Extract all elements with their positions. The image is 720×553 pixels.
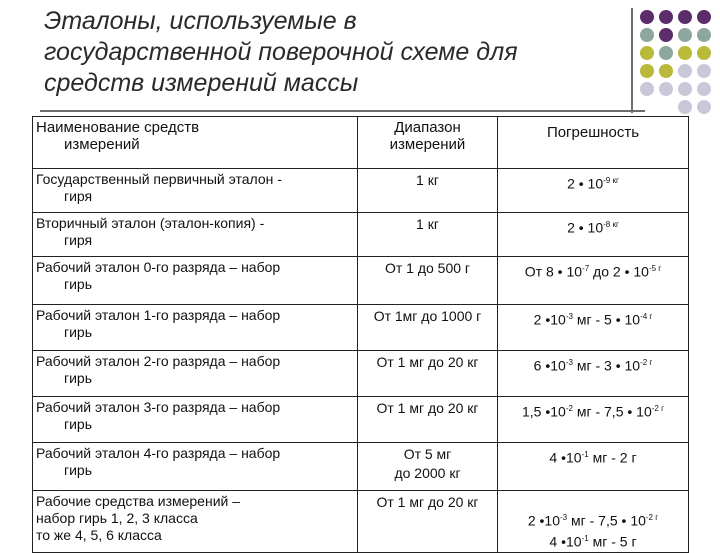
cell-name-line-2: гирь [64,370,93,386]
decor-dot [697,28,711,42]
error-value-part: 1,5 •10 [522,403,566,420]
error-exponent: -1 [581,450,589,459]
error-value-part: мг - 7,5 • 10 [572,403,652,420]
cell-name-line-2: гиря [64,232,93,248]
cell-name-line-2: гиря [64,188,93,204]
cell-range-line-2: до 2000 кг [394,465,461,481]
title-line-2: государственной поверочной схеме для [44,38,518,66]
header-name [33,117,358,169]
cell-name-line-1: Рабочий эталон 0-го разряда – набор [36,259,281,275]
cell-name [33,257,358,305]
error-exponent: -2 г [645,513,659,522]
decor-dot [640,64,654,78]
table-row [33,305,689,351]
cell-range [358,213,498,257]
table-row [33,213,689,257]
table-row [33,397,689,443]
cell-name [33,491,358,553]
cell-range [358,351,498,397]
cell-error [498,169,689,213]
decor-dot [678,82,692,96]
cell-name-line-2: набор гирь 1, 2, 3 класса [36,510,198,526]
error-exponent: -2 г [651,404,664,413]
error-exponent: -3 [559,513,568,522]
decor-vertical-line [631,8,633,113]
cell-name-line-2: гирь [64,324,93,340]
header-error [498,117,689,169]
table-row [33,491,689,553]
cell-range [358,443,498,491]
header-name-line-2: измерений [64,136,140,153]
header-name-line-1: Наименование средств [36,119,200,136]
cell-range [358,169,498,213]
decor-dot [697,64,711,78]
cell-name [33,169,358,213]
cell-name-line-2: гирь [64,276,93,292]
error-value-part: 4 •10 [549,449,582,466]
decor-dot [640,10,654,24]
cell-error [498,351,689,397]
cell-range-line-1: От 1мг до 1000 г [373,308,482,324]
decor-dot [640,46,654,60]
cell-range-line-1: От 1 мг до 20 кг [376,400,479,416]
error-exponent: -3 [565,358,573,367]
cell-range-line-1: От 1 мг до 20 кг [376,494,479,510]
error-value-part: От 8 • 10 [524,263,583,280]
cell-name-line-2: гирь [64,416,93,432]
cell-range [358,305,498,351]
table-row [33,257,689,305]
error-exponent: -2 г [640,358,653,367]
error-value-part: мг - 2 г [588,449,637,466]
error-value-part: мг - 3 • 10 [572,357,641,374]
decor-dot [697,10,711,24]
cell-name-line-2: гирь [64,462,93,478]
cell-range-line-1: 1 кг [416,216,439,232]
cell-error [498,443,689,491]
decor-dot [678,64,692,78]
cell-error [498,491,689,553]
error-exponent: -1 [581,533,589,543]
cell-range-line-1: От 1 до 500 г [384,260,471,276]
cell-error [498,257,689,305]
error-value-part: 2 •10 [533,311,566,328]
header-range-line-2: измерений [389,136,466,153]
decor-dot [697,100,711,114]
cell-name [33,351,358,397]
decor-dot [697,82,711,96]
decor-dot [678,28,692,42]
title-line-3: средств измерений массы [44,69,359,97]
standards-table [32,116,689,553]
cell-error [498,213,689,257]
error-value-part: мг - 5 г [588,533,637,550]
table-row [33,443,689,491]
error-value-part: до 2 • 10 [589,263,649,280]
error-exponent: -5 г [648,264,662,273]
decor-dot [659,28,673,42]
decor-dot [640,28,654,42]
cell-name-line-3: то же 4, 5, 6 класса [36,527,162,543]
table-body [33,169,689,553]
cell-name [33,213,358,257]
cell-name [33,305,358,351]
error-value-part: 4 •10 [549,533,582,550]
cell-name-line-1: Рабочий эталон 2-го разряда – набор [36,353,281,369]
error-exponent: -2 [565,404,573,413]
cell-name-line-1: Рабочий эталон 1-го разряда – набор [36,307,281,323]
decor-dot [659,46,673,60]
cell-name [33,443,358,491]
cell-name-line-1: Рабочие средства измерений – [36,493,241,509]
table-row [33,169,689,213]
error-value-part: 6 •10 [533,357,566,374]
header-range-line-1: Диапазон [394,119,461,136]
cell-error-line-1 [501,509,685,530]
header-error-label: Погрешность [546,124,640,141]
table-header-row [33,117,689,169]
decor-dot [678,46,692,60]
error-exponent: -3 [565,312,573,321]
cell-error [498,305,689,351]
page-title [44,6,634,99]
header-range [358,117,498,169]
cell-name-line-1: Рабочий эталон 4-го разряда – набор [36,445,281,461]
error-value-part: 2 • 10 [567,175,604,192]
cell-name-line-1: Государственный первичный эталон - [36,171,282,187]
table-row [33,351,689,397]
cell-name [33,397,358,443]
error-exponent: -8 кг [603,220,619,229]
error-value-part: мг - 5 • 10 [572,311,641,328]
error-exponent: -9 кг [603,176,619,185]
decor-horizontal-line [40,110,645,112]
decor-dot [640,82,654,96]
decor-dot [678,10,692,24]
error-value-part: 2 •10 [527,512,560,529]
cell-name-line-1: Вторичный эталон (эталон-копия) - [36,215,265,231]
cell-range-line-1: 1 кг [416,172,439,188]
decor-dot [659,82,673,96]
error-value-part: 2 • 10 [567,219,604,236]
decor-dot [697,46,711,60]
cell-range [358,491,498,553]
cell-range-line-1: От 1 мг до 20 кг [376,354,479,370]
error-exponent: -4 г [640,312,653,321]
decor-dot [659,64,673,78]
cell-range [358,257,498,305]
decor-dot [678,100,692,114]
title-line-1: Эталоны, используемые в [44,7,357,35]
cell-range [358,397,498,443]
cell-range-line-1: От 5 мг [403,446,452,462]
cell-error [498,397,689,443]
cell-name-line-1: Рабочий эталон 3-го разряда – набор [36,399,281,415]
decor-dot [659,10,673,24]
error-value-part: мг - 7,5 • 10 [567,512,646,529]
error-exponent: -7 [582,264,590,273]
